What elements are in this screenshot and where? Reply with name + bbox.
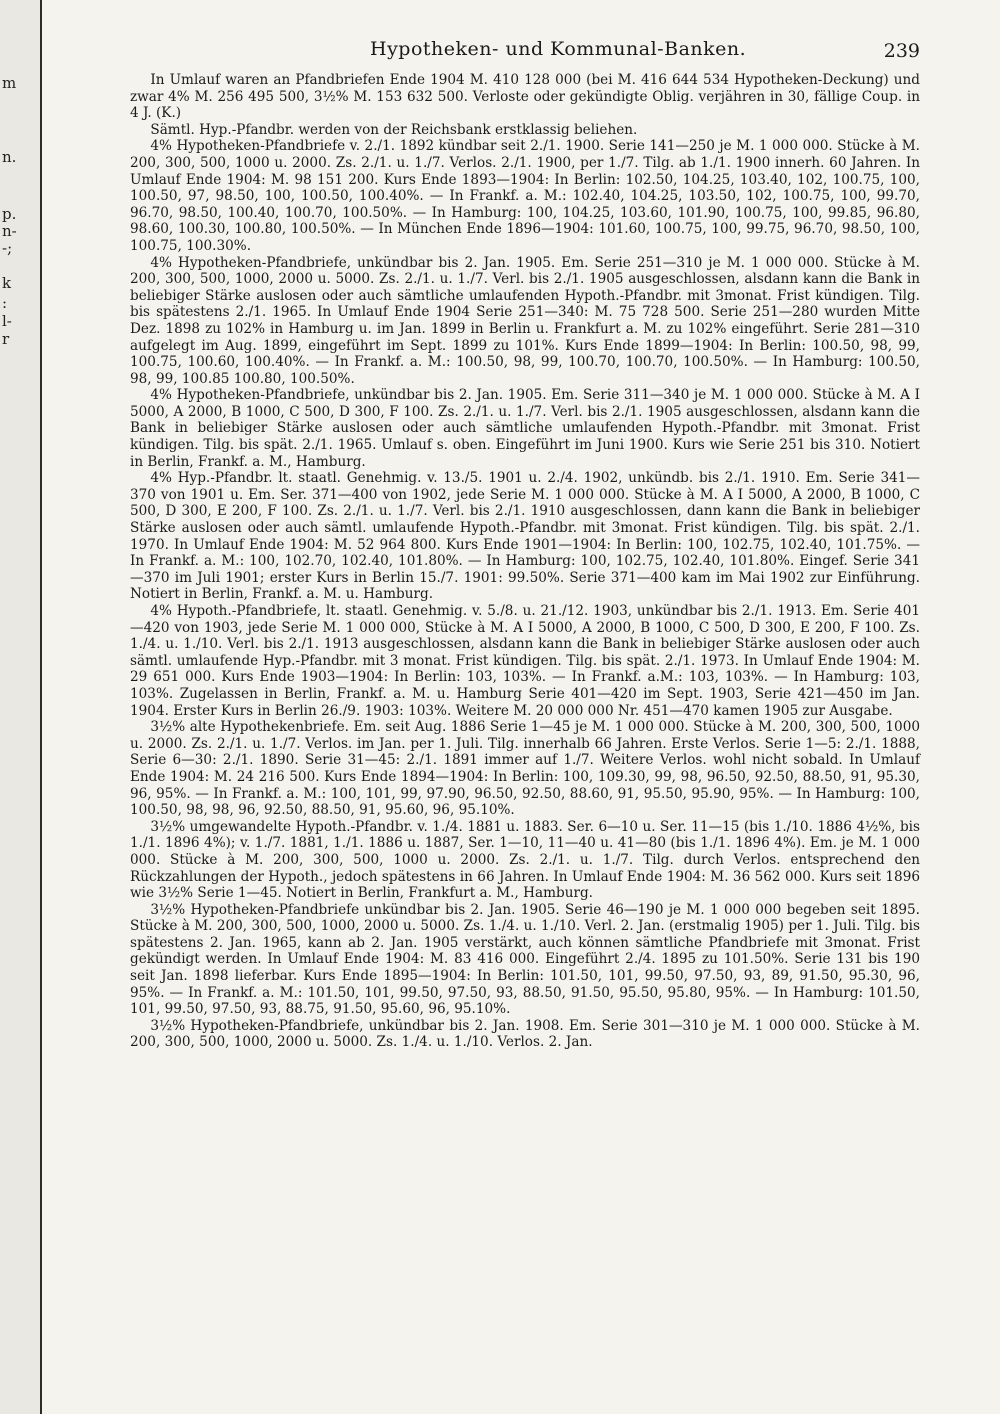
paragraph-3half-serie-301: 3½% Hypotheken-Pfandbriefe, unkündbar bis 2. Jan. 1908. Em. Serie 301—310 je M. 1 000 000. Stücke à M. 200, 300, 500, 1000, 2000 u. 5000. Zs. 1./4. u. 1./10. Verlos. 2. Jan. xyxy=(130,1017,920,1051)
paragraph-4pct-1901: 4% Hyp.-Pfandbr. lt. staatl. Genehmig. v. 13./5. 1901 u. 2./4. 1902, unkündb. bis 2./1. 1910. Em. Serie 341—370 von 1901 u. Em. Ser. 371—400 von 1902, jede Serie M. 1 000 000. Stücke à M. A I 5000, A 2000, B 1000, C 500, D 300, E 200, F 100. Zs. 2./1. u. 1./7. Verl. bis 2./1. 1910 ausgeschlossen, dann kann die Bank in beliebiger Stärke auslosen oder auch sämtl. umlaufende Hypoth.-Pfandbr. mit 3monat. Frist kündigen. Tilg. bis spät. 2./1. 1970. In Umlauf Ende 1904: M. 52 964 800. Kurs Ende 1901—1904: In Berlin: 100, 102.75, 102.40, 101.75%. — In Frankf. a. M.: 100, 102.70, 102.40, 101.80%. — In Hamburg: 100, 102.75, 102.40, 101.80%. Eingef. Serie 341—370 im Juli 1901; erster Kurs in Berlin 15./7. 1901: 99.50%. Serie 371—400 kam im Mai 1902 zur Einführung. Notiert in Berlin, Frankf. a. M. u. Hamburg. xyxy=(130,470,920,603)
margin-fragment: k xyxy=(2,274,12,292)
running-title: Hypotheken- und Kommunal-Banken. xyxy=(370,38,747,60)
paragraph-4pct-1903: 4% Hypoth.-Pfandbriefe, lt. staatl. Genehmig. v. 5./8. u. 21./12. 1903, unkündbar bis 2./1. 1913. Em. Serie 401—420 von 1903, jede Serie M. 1 000 000, Stücke à M. A I 5000, A 2000, B 1000, C 500, D 300, E 200, F 100. Zs. 1./4. u. 1./10. Verl. bis 2./1. 1913 ausgeschlossen, alsdann kann die Bank in beliebiger Stärke auslosen oder auch sämtl. umlaufende Hyp.-Pfandbr. mit 3 monat. Frist kündigen. Tilg. bis spät. 2./1. 1973. In Umlauf Ende 1904: M. 29 651 000. Kurs Ende 1903—1904: In Berlin: 103, 103%. — In Frankf. a.M.: 103, 103%. — In Hamburg: 103, 103%. Zugelassen in Berlin, Frankf. a. M. u. Hamburg Serie 401—420 im Sept. 1903, Serie 421—450 im Jan. 1904. Erster Kurs in Berlin 26./9. 1903: 103%. Weitere M. 20 000 000 Nr. 451—470 kamen 1905 zur Ausgabe. xyxy=(130,603,920,719)
margin-fragment: -; xyxy=(2,239,13,257)
margin-fragment: : xyxy=(2,294,8,312)
page-header xyxy=(130,36,920,66)
paragraph-4pct-serie-251: 4% Hypotheken-Pfandbriefe, unkündbar bis 2. Jan. 1905. Em. Serie 251—310 je M. 1 000 000. Stücke à M. 200, 300, 500, 1000, 2000 u. 5000. Zs. 2./1. u. 1./7. Verl. bis 2./1. 1905 ausgeschlossen, alsdann kann die Bank in beliebiger Stärke auslosen oder auch sämtliche umlaufenden Hypoth.-Pfandbr. mit 3monat. Frist kündigen. Tilg. bis spätestens 2./1. 1965. In Umlauf Ende 1904 Serie 251—340: M. 75 728 500. Serie 251—280 wurden Mitte Dez. 1898 zu 102% in Hamburg u. im Jan. 1899 in Berlin u. Frankfurt a. M. zu 102% eingeführt. Serie 281—310 aufgelegt im Aug. 1899, eingeführt im Sept. 1899 zu 101%. Kurs Ende 1899—1904: In Berlin: 100.50, 98, 99, 100.75, 100.60, 100.40%. — In Frankf. a. M.: 100.50, 98, 99, 100.70, 100.70, 100.50%. — In Hamburg: 100.50, 98, 99, 100.85 100.80, 100.50%. xyxy=(130,254,920,387)
paragraph-reichsbank: Sämtl. Hyp.-Pfandbr. werden von der Reichsbank erstklassig beliehen. xyxy=(150,121,638,138)
paragraph-circulation: In Umlauf waren an Pfandbriefen Ende 1904 M. 410 128 000 (bei M. 416 644 534 Hypotheken-Deckung) und zwar 4% M. 256 495 500, 3½% M. 153 632 500. Verloste oder gekündigte Oblig. verjähren in 30, fällige Coup. in 4 J. (K.) xyxy=(130,72,920,122)
paragraph-3half-serie-46: 3½% Hypotheken-Pfandbriefe unkündbar bis 2. Jan. 1905. Serie 46—190 je M. 1 000 000 begeben seit 1895. Stücke à M. 200, 300, 500, 1000, 2000 u. 5000. Zs. 1./4. u. 1./10. Verl. 2. Jan. (erstmalig 1905) per 1. Juli. Tilg. bis spätestens 2. Jan. 1965, kann ab 2. Jan. 1905 verstärkt, auch können sämtliche Pfandbriefe mit 3monat. Frist gekündigt werden. In Umlauf Ende 1904: M. 83 416 000. Eingeführt 2./4. 1895 zu 101.50%. Serie 131 bis 190 seit Jan. 1898 lieferbar. Kurs Ende 1895—1904: In Berlin: 101.50, 101, 99.50, 97.50, 93, 89, 91.50, 95.30, 96, 95%. — In Frankf. a. M.: 101.50, 101, 99.50, 97.50, 93, 88.50, 91.50, 95.50, 95.80, 95%. — In Hamburg: 101.50, 101, 99.50, 97.50, 93, 88.75, 91.50, 95.60, 96, 95.10%. xyxy=(130,901,920,1018)
paragraph-3half-alte: 3½% alte Hypothekenbriefe. Em. seit Aug. 1886 Serie 1—45 je M. 1 000 000. Stücke à M. 200, 300, 500, 1000 u. 2000. Zs. 2./1. u. 1./7. Verlos. im Jan. per 1. Juli. Tilg. innerhalb 66 Jahren. Erste Verlos. Serie 1—5: 2./1. 1888, Serie 6—30: 2./1. 1890. Serie 31—45: 2./1. 1891 immer auf 1./7. Weitere Verlos. wohl nicht sobald. In Umlauf Ende 1904: M. 24 216 500. Kurs Ende 1894—1904: In Berlin: 100, 109.30, 99, 98, 96.50, 92.50, 88.50, 91, 95.30, 96, 95%. — In Frankf. a. M.: 100, 101, 99, 97.90, 96.50, 92.50, 88.60, 91, 95.50, 95.90, 95%. — In Hamburg: 100, 100.50, 98, 98, 96, 92.50, 88.50, 91, 95.60, 96, 95.10%. xyxy=(130,719,920,819)
adjacent-page-margin xyxy=(0,0,42,1414)
margin-fragment: r xyxy=(2,330,10,348)
paragraph-3half-umgewandelt: 3½% umgewandelte Hypoth.-Pfandbr. v. 1./4. 1881 u. 1883. Ser. 6—10 u. Ser. 11—15 (bis 1./10. 1886 4½%, bis 1./1. 1896 4%); v. 1./7. 1881, 1./1. 1886 u. 1887, Ser. 1—10, 11—40 u. 41—80 (bis 1./1. 1896 4%). Em. je M. 1 000 000. Stücke à M. 200, 300, 500, 1000 u. 2000. Zs. 2./1. u. 1./7. Tilg. durch Verlos. entsprechend den Rückzahlungen der Hypoth., jedoch spätestens in 66 Jahren. In Umlauf Ende 1904: M. 36 562 000. Kurs seit 1896 wie 3½% Serie 1—45. Notiert in Berlin, Frankfurt a. M., Hamburg. xyxy=(130,818,920,902)
paragraph-4pct-serie-311: 4% Hypotheken-Pfandbriefe, unkündbar bis 2. Jan. 1905. Em. Serie 311—340 je M. 1 000 000. Stücke à M. A I 5000, A 2000, B 1000, C 500, D 300, F 100. Zs. 2./1. u. 1./7. Verl. bis 2./1. 1905 ausgeschlossen, alsdann kann die Bank in beliebiger Stärke auslosen oder auch sämtliche umlaufenden Hypoth.-Pfandbr. mit 3monat. Frist kündigen. Tilg. bis spät. 2./1. 1965. Umlauf s. oben. Eingeführt im Juni 1900. Kurs wie Serie 251 bis 310. Notiert in Berlin, Frankf. a. M., Hamburg. xyxy=(130,387,920,470)
margin-fragment: n. xyxy=(2,148,17,166)
body-text xyxy=(130,72,920,1051)
margin-fragment: p. xyxy=(2,205,17,223)
paragraph-4pct-1892: 4% Hypotheken-Pfandbriefe v. 2./1. 1892 kündbar seit 2./1. 1900. Serie 141—250 je M. 1 000 000. Stücke à M. 200, 300, 500, 1000 u. 2000. Zs. 2./1. u. 1./7. Verlos. 2./1. 1900, per 1./7. Tilg. ab 1./1. 1900 innerh. 60 Jahren. In Umlauf Ende 1904: M. 98 151 200. Kurs Ende 1893—1904: In Berlin: 102.50, 104.25, 103.40, 102, 100.75, 100, 100.50, 97, 98.50, 100, 100.50, 100.40%. — In Frankf. a. M.: 102.40, 104.25, 103.50, 102, 100.75, 100, 99.70, 96.70, 98.50, 100.40, 100.70, 100.50%. — In Hamburg: 100, 104.25, 103.60, 101.90, 100.75, 100, 99.85, 96.80, 98.60, 100.30, 100.80, 100.50%. — In München Ende 1896—1904: 101.60, 100.75, 100, 99.75, 96.70, 98.50, 100, 100.75, 100.30%. xyxy=(130,138,920,254)
margin-fragment: l- xyxy=(2,312,12,330)
margin-fragment: m xyxy=(2,74,17,92)
margin-fragment: n- xyxy=(2,222,17,240)
page-number: 239 xyxy=(883,40,920,62)
